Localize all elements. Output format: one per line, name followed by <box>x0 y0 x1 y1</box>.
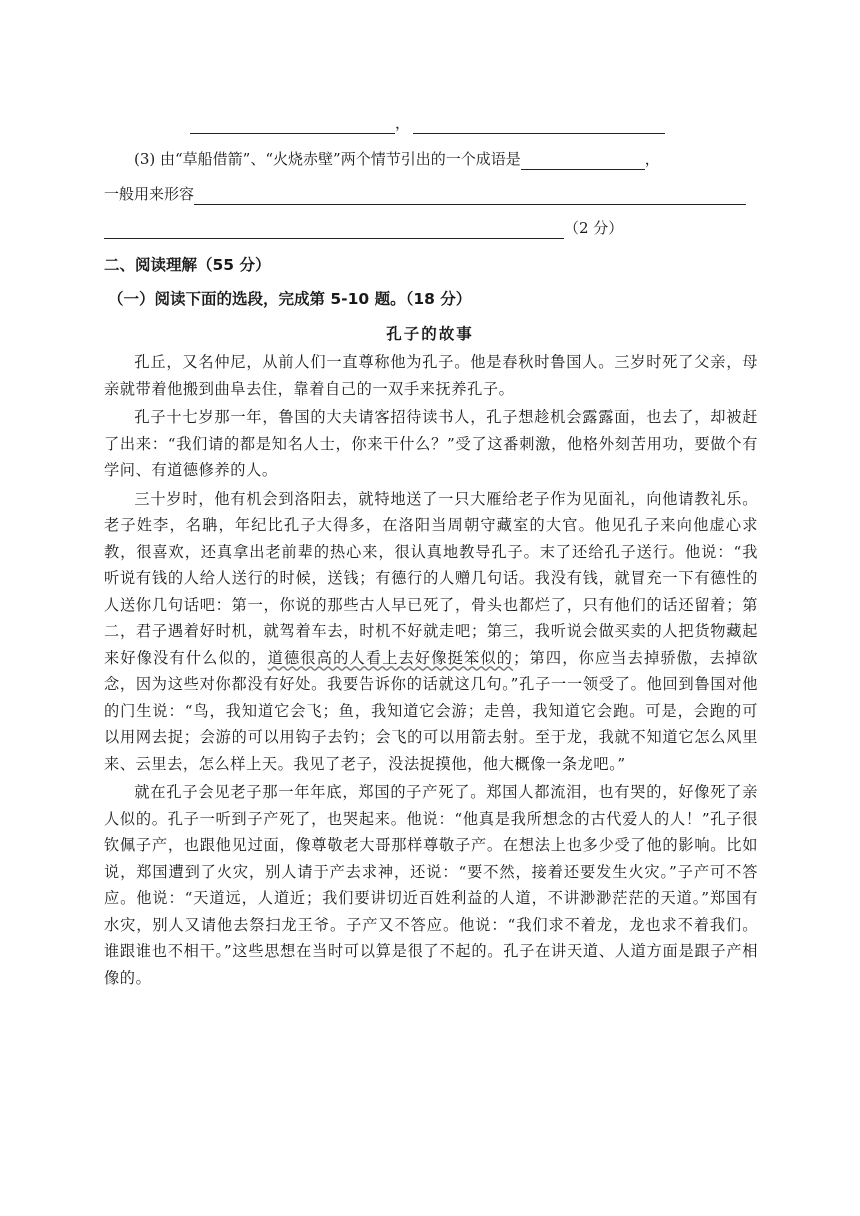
answer-line-row <box>190 112 665 134</box>
question-3-line2-prefix: 一般用来形容 <box>104 185 195 203</box>
comma-text: ， <box>395 114 411 132</box>
sub-section-title: （一）阅读下面的选段，完成第 5-10 题。（18 分） <box>108 290 472 308</box>
section-title: 二、阅读理解（55 分） <box>104 256 271 274</box>
description-answer-blank[interactable] <box>194 184 746 205</box>
paragraph-3-part-b: ；第四，你应当去掉骄傲，去掉欲念，因为这些对你都没有好处。我要告诉你的话就这几句。”孔子一一领受了。他回到鲁国对他的门生说：“鸟，我知道它会飞；鱼，我知道它会游；走兽，我知道它会跑。可是，会跑的可以用网去捉；会游的可以用钩子去钓；会飞的可以用箭去射。至于龙，我就不知道它怎么风里来、云里去，怎么样上天。我见了老子，没法捉摸他，他大概像一条龙吧。” <box>104 648 759 773</box>
answer-blank[interactable] <box>413 113 665 134</box>
question-3 <box>134 148 660 170</box>
question-3-line-2 <box>104 183 746 205</box>
answer-blank[interactable] <box>190 113 395 134</box>
idiom-answer-blank[interactable] <box>521 149 645 170</box>
paragraph-3-part-a: 三十岁时，他有机会到洛阳去，就特地送了一只大雁给老子作为见面礼，向他请教礼乐。老子姓李，名聃，年纪比孔子大得多，在洛阳当周朝守藏室的大官。他见孔子来向他虚心求教，很喜欢，还真拿出老前辈的热心来，很认真地教导孔子。末了还给孔子送行。他说：“我听说有钱的人给人送行的时候，送钱；有德行的人赠几句话。我没有钱，就冒充一下有德性的人送你几句话吧：第一，你说的那些古人早已死了，骨头也都烂了，只有他们的话还留着；第二，君子遇着好时机，就驾着车去，时机不好就走吧；第三，我听说会做买卖的人把货物藏起来好像没有什么似的， <box>104 489 758 667</box>
question-3-line-3 <box>104 217 623 239</box>
question-3-prefix: (3) 由“草船借箭”、“火烧赤壁”两个情节引出的一个成语是 <box>134 150 521 168</box>
passage-paragraph-2: 孔子十七岁那一年，鲁国的大夫请客招待读书人，孔子想趁机会露露面，也去了，却被赶了出来：“我们请的都是知名人士，你来干什么？”受了这番刺激，他格外刻苦用功，要做个有学问、有道德修养的人。 <box>104 408 758 479</box>
question-3-suffix: ， <box>644 150 660 168</box>
story-title: 孔子的故事 <box>386 325 474 343</box>
passage-paragraph-4: 就在孔子会见老子那一年年底，郑国的子产死了。郑国人都流泪，也有哭的，好像死了亲人似的。孔子一听到子产死了，也哭起来。他说：“他真是我所想念的古代爱人的人！”孔子很钦佩子产，也跟他见过面，像尊敬老大哥那样尊敬子产。在想法上也多少受了他的影响。比如说，郑国遭到了火灾，别人请于产去求神，还说：“要不然，接着还要发生火灾。”子产可不答应。他说：“天道远，人道近；我们要讲切近百姓利益的人道，不讲渺渺茫茫的天道。”郑国有水灾，别人又请他去祭扫龙王爷。子产又不答应。他说：“我们求不着龙，龙也求不着我们。谁跟谁也不相干。”这些思想在当时可以算是很了不起的。孔子在讲天道、人道方面是跟子产相像的。 <box>104 783 758 987</box>
passage-paragraph-3 <box>104 486 758 778</box>
question-3-score: （2 分） <box>564 219 624 237</box>
reading-passage <box>104 349 758 991</box>
wavy-underlined-sentence: 道德很高的人看上去好像挺笨似的 <box>267 648 514 667</box>
description-answer-blank-continued[interactable] <box>104 218 564 239</box>
passage-paragraph-1: 孔丘，又名仲尼，从前人们一直尊称他为孔子。他是春秋时鲁国人。三岁时死了父亲，母亲就带着他搬到曲阜去住，靠着自己的一双手来抚养孔子。 <box>104 353 758 398</box>
